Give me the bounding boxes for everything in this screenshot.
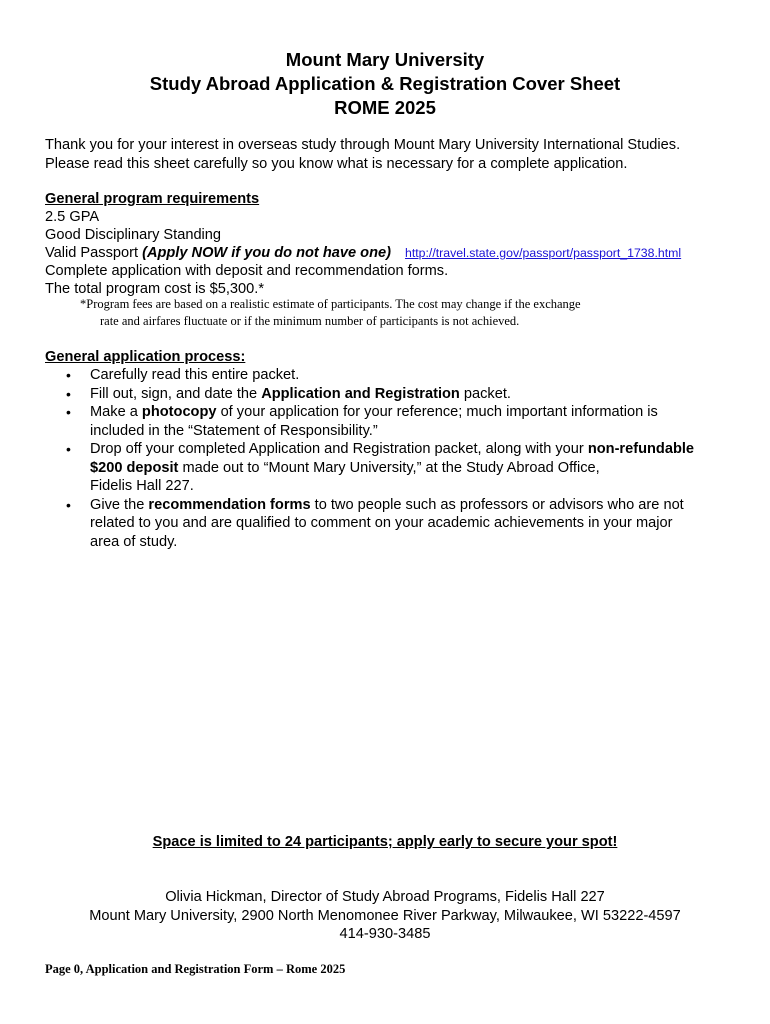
process-item-4-line-3: Fidelis Hall 227.	[90, 478, 194, 494]
footnote-line-2: rate and airfares fluctuate or if the minimum number of participants is not achieved.	[100, 314, 520, 328]
process-item-5-bold: recommendation forms	[148, 496, 311, 513]
bullet-icon: •	[66, 385, 71, 402]
process-item-2-text: Fill out, sign, and date the	[90, 385, 262, 402]
capacity-notice: Space is limited to 24 participants; apply early to secure your spot!	[152, 834, 618, 850]
passport-link[interactable]: http://travel.state.gov/passport/passport_1738.html	[404, 246, 682, 260]
list-item	[45, 403, 735, 440]
process-item-4-line-2: made out to “Mount Mary University,” at the Study Abroad Office,	[178, 459, 600, 476]
bullet-icon: •	[66, 496, 71, 513]
req-passport	[45, 244, 735, 262]
process-item-2-bold: Application and Registration	[261, 385, 460, 402]
req-cost: The total program cost is $5,300.*	[45, 281, 265, 297]
bullet-icon: •	[66, 441, 71, 457]
req-passport-text: Valid Passport	[45, 245, 143, 261]
contact-address: Mount Mary University, 2900 North Menomonee River Parkway, Milwaukee, WI 53222-4597	[89, 907, 681, 924]
requirements-section	[45, 190, 735, 298]
requirements-heading: General program requirements	[45, 191, 260, 207]
process-item-2-end: packet.	[459, 385, 511, 402]
cost-footnote	[80, 296, 680, 330]
process-item-3-text: Make a	[90, 404, 142, 420]
process-item-5-line-2: related to you and are qualified to comment on your academic achievements in your major	[90, 515, 673, 531]
list-item	[45, 440, 735, 496]
list-item	[45, 366, 735, 385]
contact-phone: 414-930-3485	[339, 926, 431, 942]
program-title: ROME 2025	[334, 97, 436, 118]
intro-line-2: Please read this sheet carefully so you know what is necessary for a complete application.	[45, 155, 628, 172]
req-passport-emphasis: (Apply NOW if you do not have one)	[142, 245, 391, 261]
process-item-5-end: to two people such as professors or advisors who are not	[310, 496, 684, 513]
page-footer: Page 0, Application and Registration Form – Rome 2025	[45, 962, 346, 976]
document-title: Study Abroad Application & Registration Cover Sheet	[149, 73, 621, 94]
process-item-3-line-2: included in the “Statement of Responsibility.”	[90, 422, 378, 439]
req-standing: Good Disciplinary Standing	[45, 227, 222, 243]
list-item	[45, 496, 735, 552]
contact-director: Olivia Hickman, Director of Study Abroad Programs, Fidelis Hall 227	[165, 889, 605, 905]
process-item-5-line-3: area of study.	[90, 533, 178, 550]
intro-line-1: Thank you for your interest in overseas study through Mount Mary University International Studies.	[45, 137, 681, 153]
bullet-icon: •	[66, 367, 71, 383]
req-application: Complete application with deposit and recommendation forms.	[45, 263, 449, 279]
process-item-4-deposit: $200 deposit	[90, 459, 179, 476]
university-title: Mount Mary University	[285, 49, 485, 70]
bullet-icon: •	[66, 404, 71, 420]
process-item-5-text: Give the	[90, 496, 149, 513]
contact-block	[0, 888, 770, 944]
footnote-line-1: *Program fees are based on a realistic estimate of participants. The cost may change if the exchange	[80, 297, 581, 311]
intro-paragraph	[45, 136, 745, 173]
process-item-3-bold: photocopy	[141, 404, 217, 420]
process-item-4-bold: non-refundable	[587, 441, 695, 457]
process-section	[45, 348, 735, 551]
process-heading: General application process:	[45, 349, 246, 365]
process-list	[45, 366, 735, 551]
process-item-1-text: Carefully read this entire packet.	[90, 367, 300, 383]
process-item-4-text: Drop off your completed Application and Registration packet, along with your	[90, 441, 588, 457]
process-item-3-end: of your application for your reference; much important information is	[216, 404, 658, 420]
list-item	[45, 385, 735, 404]
req-gpa: 2.5 GPA	[45, 209, 100, 225]
